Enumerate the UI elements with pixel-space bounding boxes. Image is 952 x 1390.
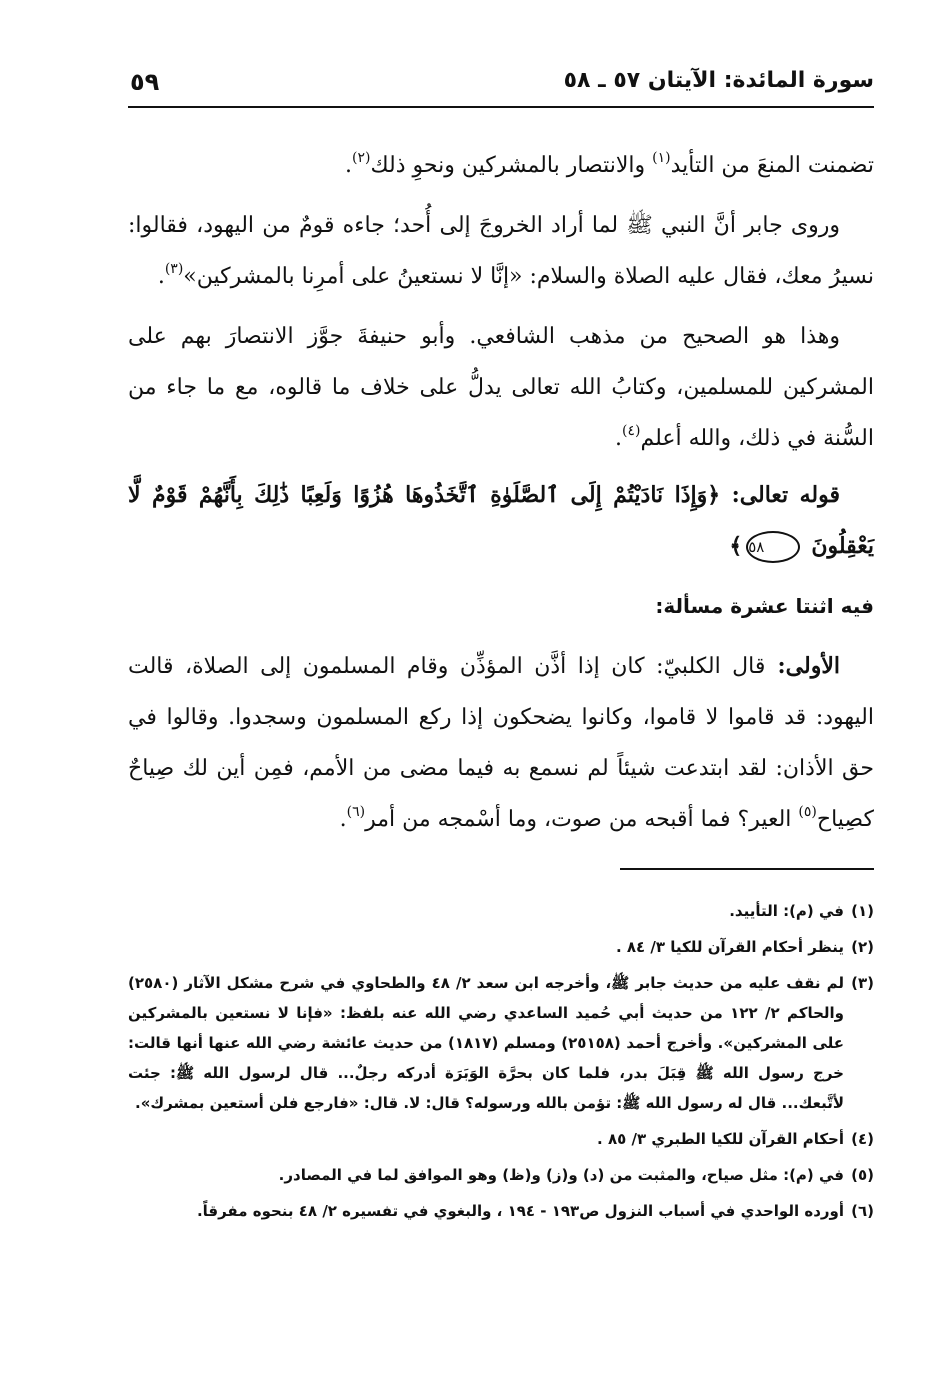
footnote-ref[interactable]: (٥) [798,804,817,820]
paragraph-4 [128,641,874,845]
footnotes [128,896,874,1232]
footnote-text: ينظر أحكام القرآن للكيا ٣/ ٨٤ . [615,938,844,956]
running-header [128,62,874,108]
running-title: سورة المائدة: الآيتان ٥٧ ـ ٥٨ [563,68,874,93]
footnote-ref[interactable]: (١) [652,150,671,166]
footnote-ref[interactable]: (٤) [622,423,641,439]
quran-verse [128,470,874,572]
footnote-number: (٦) [851,1202,874,1220]
footnote-number: (٤) [851,1130,874,1148]
footnote-text: أورده الواحدي في أسباب النزول ص١٩٣ - ١٩٤ ، والبغوي في تفسيره ٢/ ٤٨ بنحوه مفرقاً. [196,1202,844,1220]
paragraph-text: . [339,807,347,832]
issue-label: الأولى: [765,653,840,679]
footnote-number: (٥) [851,1166,874,1184]
footnote-text: في (م): التأييد. [729,902,844,920]
footnote-ref[interactable]: (٦) [346,804,366,820]
paragraph-3 [128,311,874,464]
paragraph-text: . [615,426,622,451]
paragraph-text: وهذا هو الصحيح من مذهب الشافعي. وأبو حنيفةَ جوَّز الانتصارَ بهم على المشركين للمسلمين، وكتابُ الله تعالى يدلُّ على خلاف ما قالوه، مع ما جاء من السُّنة في ذلك، والله أعلم [128,324,874,451]
footnote [128,968,874,1118]
ayah-number-marker: ٥٨ [746,531,800,563]
page-number: ٥٩ [130,68,160,96]
footnote-ref[interactable]: (٣) [164,261,184,277]
footnote [128,896,874,926]
footnote-ref[interactable]: (٢) [352,150,371,166]
verse-text: ﴿وَإِذَا نَادَيْتُمْ إِلَى ٱلصَّلَوٰةِ ٱتَّخَذُوهَا هُزُوًا وَلَعِبًا ذَٰلِكَ بِأَنَّهُمْ قَوْمٌ لَّا يَعْقِلُونَ [128,482,874,559]
paragraph-text: . [157,264,165,289]
verse-close: ﴾ [729,533,743,559]
verse-lead: قوله تعالى: [720,482,840,508]
footnote-number: (٣) [851,974,874,992]
footnote [128,1196,874,1226]
paragraph-text: والانتصار بالمشركين ونحوِ ذلك [370,153,653,178]
footnote-separator [620,868,874,870]
footnote-number: (٢) [851,938,874,956]
footnote [128,1160,874,1190]
paragraph-text: العير؟ فما أقبحه من صوت، وما أسْمجه من أمر [365,807,799,832]
footnote [128,1124,874,1154]
main-text [128,140,874,845]
paragraph-text: قال الكلبيّ: كان إذا أذَّن المؤذِّن وقام المسلمون إلى الصلاة، قالت اليهود: قد قاموا لا قاموا، وكانوا يضحكون إذا ركع المسلمون وسجدوا. وقالوا في حق الأذان: لقد ابتدعت شيئاً لم نسمع به فيما مضى من الأمم، فمِن أين لك صِياحٌ كصِياح [128,654,874,832]
paragraph-text: . [345,153,353,178]
footnote-number: (١) [851,902,874,920]
footnote-text: في (م): مثل صياح، والمثبت من (د) و(ز) و(ظ) وهو الموافق لما في المصادر. [278,1166,844,1184]
paragraph-1 [128,140,874,191]
footnote [128,932,874,962]
paragraph-text: وروى جابر أنَّ النبي ﷺ لما أراد الخروجَ إلى أُحد؛ جاءه قومٌ من اليهود، فقالوا: نسيرُ معك، فقال عليه الصلاة والسلام: «إنَّا لا نستعينُ على أمرِنا بالمشركين» [128,213,874,289]
paragraph-text: تضمنت المنعَ من التأيد [670,153,874,178]
footnote-text: لم نقف عليه من حديث جابر ﷺ، وأخرجه ابن سعد ٢/ ٤٨ والطحاوي في شرح مشكل الآثار (٢٥٨٠) والحاكم ٢/ ١٢٢ من حديث أبي حُميد الساعدي رضي الله عنه بلفظ: «فإنا لا نستعين بالمشركين على المشركين». وأخرج أحمد (٢٥١٥٨) ومسلم (١٨١٧) من حديث عائشة رضي الله عنها أنها قالت: خرج رسول الله ﷺ قِبَلَ بدر، فلما كان بحرَّة الوَبَرَة أدركه رجلٌ... قال لرسول الله ﷺ: جئت لأتَّبعك... قال له رسول الله ﷺ: تؤمن بالله ورسوله؟ قال: لا. قال: «فارجع فلن أستعين بمشرك». [128,974,844,1112]
paragraph-2 [128,200,874,302]
section-heading: فيه اثنتا عشرة مسألة: [655,594,874,618]
footnote-text: أحكام القرآن للكيا الطبري ٣/ ٨٥ . [597,1130,844,1148]
